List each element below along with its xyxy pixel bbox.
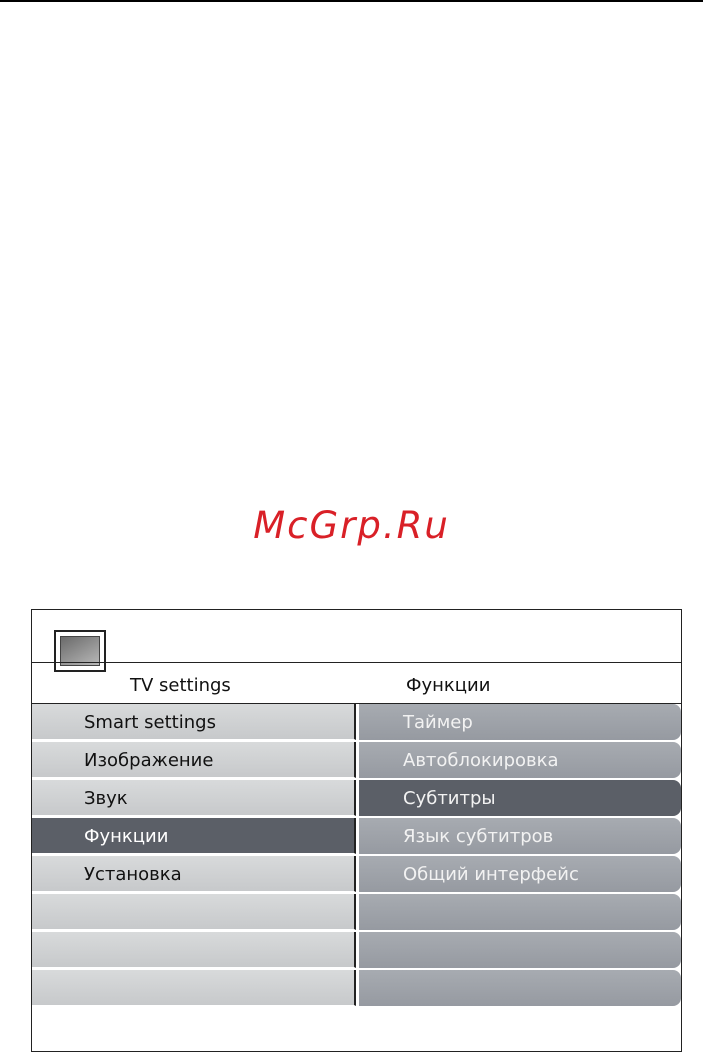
menu-item-sound[interactable] [32,780,356,816]
menu-item-features[interactable] [32,818,356,854]
menu-title-left: TV settings [130,675,231,696]
menu-item-empty-1 [32,894,356,930]
main-menu-list [32,704,356,1008]
submenu-list [359,704,681,1008]
submenu-item-subtitles[interactable] [359,780,681,816]
menu-title-right: Функции [406,675,491,696]
submenu-item-label: Общий интерфейс [403,864,579,885]
menu-item-picture[interactable] [32,742,356,778]
submenu-item-common-interface[interactable] [359,856,681,892]
menu-item-label: Функции [84,826,169,847]
submenu-item-autolock[interactable] [359,742,681,778]
menu-item-empty-3 [32,970,356,1006]
submenu-item-subtitle-language[interactable] [359,818,681,854]
menu-item-label: Изображение [84,750,214,771]
submenu-item-label: Автоблокировка [403,750,559,771]
top-rule [0,0,703,2]
submenu-item-label: Таймер [403,712,473,733]
submenu-item-empty-1 [359,894,681,930]
menu-item-label: Smart settings [84,712,216,733]
submenu-item-label: Язык субтитров [403,826,554,847]
menu-item-label: Установка [84,864,182,885]
menu-item-installation[interactable] [32,856,356,892]
menu-title-row [32,663,681,703]
submenu-item-label: Субтитры [403,788,496,809]
menu-header [32,610,681,662]
menu-item-empty-2 [32,932,356,968]
submenu-item-timer[interactable] [359,704,681,740]
watermark-text: McGrp.Ru [253,504,450,547]
submenu-item-empty-2 [359,932,681,968]
submenu-item-empty-3 [359,970,681,1006]
tv-settings-menu [31,609,682,1052]
menu-item-smart-settings[interactable] [32,704,356,740]
menu-item-label: Звук [84,788,128,809]
